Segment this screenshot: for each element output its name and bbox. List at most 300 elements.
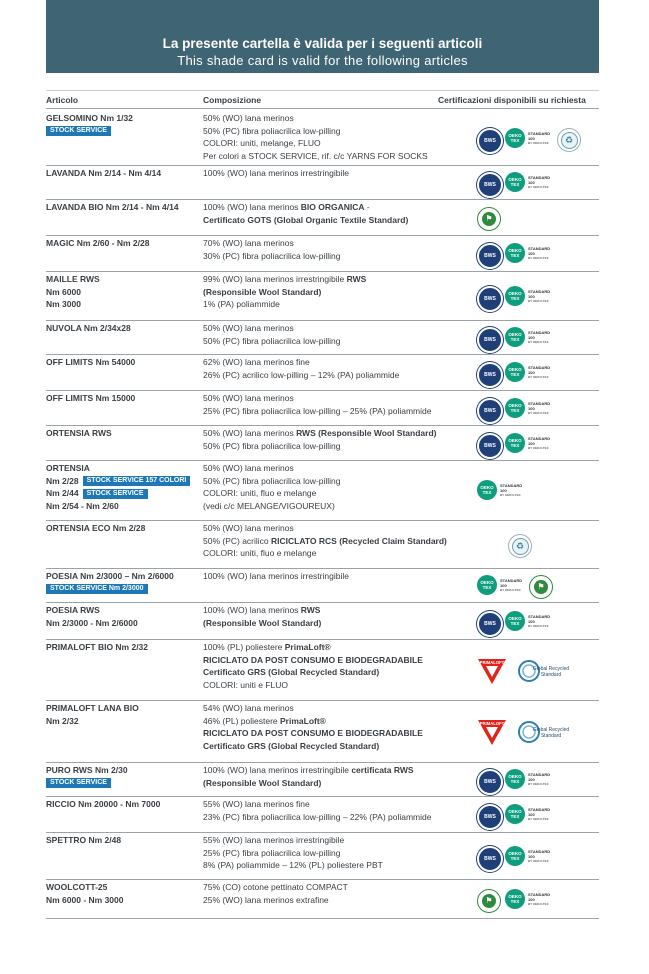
recycled-icon	[508, 534, 532, 558]
composition	[203, 273, 473, 311]
composition-line	[203, 427, 473, 440]
bws-icon	[477, 128, 503, 154]
divider	[46, 796, 599, 797]
title-italian: La presente cartella è valida per i seguenti articoli	[162, 36, 483, 51]
oeko-tex-logo: OEKO TEX	[505, 433, 525, 453]
composition-text: 100% (PL) poliestere	[203, 642, 285, 652]
composition-highlight: BIO ORGANICA	[300, 202, 365, 212]
oeko-tex-icon	[505, 362, 554, 382]
divider	[46, 568, 599, 569]
bws-label: BWS	[484, 182, 496, 188]
composition-text: 100% (WO) lana merinos	[203, 202, 301, 212]
table-row	[46, 881, 599, 918]
divider	[46, 199, 599, 200]
certifications	[476, 356, 599, 390]
certifications	[476, 702, 599, 762]
gots-icon	[477, 889, 501, 913]
composition-line: 25% (PC) fibra poliacrilica low-pilling – 25% (PA) poliammide	[203, 405, 432, 416]
stock-service-badge: STOCK SERVICE	[83, 489, 148, 499]
stock-service-badge: STOCK SERVICE 157 COLORI	[83, 476, 191, 486]
composition-text: -	[364, 202, 370, 212]
bws-icon	[477, 433, 503, 459]
certifications	[476, 322, 599, 354]
gots-logo: ⚑	[477, 889, 501, 913]
article-name	[46, 604, 196, 629]
composition	[203, 641, 473, 691]
certifications	[476, 881, 599, 918]
oeko-tex-icon	[477, 575, 526, 595]
composition-line: 26% (PC) acrilico low-pilling – 12% (PA) poliammide	[203, 369, 400, 380]
table-row	[46, 702, 599, 762]
composition	[203, 604, 473, 629]
title-english: This shade card is valid for the following articles	[177, 53, 468, 68]
bws-logo	[477, 804, 503, 830]
composition-line: 62% (WO) lana merinos fine	[203, 357, 310, 367]
article-text: OFF LIMITS Nm 54000	[46, 357, 136, 367]
article-text: POESIA RWS	[46, 605, 100, 615]
bws-label: BWS	[484, 814, 496, 820]
article-text: Nm 3000	[46, 299, 81, 309]
article-name	[46, 764, 196, 789]
article-line	[46, 462, 196, 475]
stock-service-badge: STOCK SERVICE	[46, 778, 111, 788]
composition-line	[203, 764, 473, 777]
bws-label: BWS	[484, 296, 496, 302]
composition-line	[203, 654, 473, 667]
svg-text:Global Recycled: Global Recycled	[532, 727, 570, 733]
divider	[46, 235, 599, 236]
composition-line	[203, 679, 473, 692]
composition-line: 50% (WO) lana merinos	[203, 393, 294, 403]
composition	[203, 764, 473, 789]
oeko-tex-icon	[505, 769, 554, 789]
article-name	[46, 641, 196, 654]
composition-line: COLORI: uniti, fluo e melange	[203, 488, 317, 498]
standard-100-label: STANDARD 100 BY OEKO-TEX	[528, 435, 551, 450]
composition-line: COLORI: uniti, melange, FLUO	[203, 138, 321, 148]
composition	[203, 356, 473, 381]
article-text: NUVOLA Nm 2/34x28	[46, 323, 131, 333]
divider	[46, 879, 599, 880]
article-name	[46, 798, 196, 811]
article-line	[46, 201, 196, 214]
bws-logo	[477, 243, 503, 269]
oeko-tex-icon	[505, 327, 554, 347]
article-line	[46, 777, 196, 790]
recycled-icon	[557, 128, 581, 152]
certifications	[476, 570, 599, 602]
oeko-tex-logo: OEKO TEX	[505, 327, 525, 347]
article-line	[46, 392, 196, 405]
standard-100-label: STANDARD 100 BY OEKO-TEX	[528, 771, 551, 786]
table-row	[46, 237, 599, 271]
article-line	[46, 583, 196, 596]
composition-line	[203, 702, 473, 715]
article-line	[46, 475, 196, 488]
oeko-tex-icon	[505, 128, 554, 148]
article-text: Nm 2/44	[46, 488, 79, 499]
divider	[46, 832, 599, 833]
composition-text: 54% (WO) lana merinos	[203, 703, 294, 713]
composition-line	[203, 214, 473, 227]
article-text: ORTENSIA ECO Nm 2/28	[46, 523, 146, 533]
bws-logo	[477, 769, 503, 795]
composition-line: 100% (WO) lana merinos irrestringibile	[203, 571, 349, 581]
composition-highlight: RICICLATO RCS (Recycled Claim Standard)	[271, 535, 447, 546]
article-line	[46, 286, 196, 299]
divider	[46, 390, 599, 391]
composition-line	[203, 740, 473, 753]
divider	[46, 602, 599, 603]
oeko-tex-logo: OEKO TEX	[505, 398, 525, 418]
oeko-tex-icon	[505, 611, 554, 631]
divider	[46, 700, 599, 701]
composition-highlight: Certificato GOTS (Global Organic Textile Standard)	[203, 214, 409, 225]
article-name	[46, 356, 196, 369]
composition-highlight: RWS	[300, 605, 321, 615]
composition	[203, 167, 473, 180]
article-text: LAVANDA Nm 2/14 - Nm 4/14	[46, 168, 162, 178]
composition-line: 8% (PA) poliammide – 12% (PL) poliestere PBT	[203, 860, 383, 870]
composition-highlight: RICICLATO DA POST CONSUMO E BIODEGRADABILE	[203, 654, 423, 665]
standard-100-label: STANDARD 100 BY OEKO-TEX	[528, 613, 551, 628]
column-header-composizione: Composizione	[203, 95, 262, 105]
divider	[46, 520, 599, 521]
composition-line: 50% (PC) fibra poliacrilica low-pilling	[203, 335, 341, 346]
article-name	[46, 881, 196, 906]
recycled-logo: ♻	[557, 128, 581, 152]
standard-100-label: STANDARD 100 BY OEKO-TEX	[528, 174, 551, 189]
composition-text: 99% (WO) lana merinos irrestringibile	[203, 274, 347, 284]
table-row	[46, 798, 599, 832]
article-line	[46, 798, 196, 811]
article-line	[46, 298, 196, 311]
composition	[203, 427, 473, 452]
certifications	[476, 273, 599, 320]
composition-line	[203, 201, 473, 214]
article-text: RICCIO Nm 20000 - Nm 7000	[46, 799, 161, 809]
divider	[46, 425, 599, 426]
bws-icon	[477, 243, 503, 269]
composition-line: 50% (PC) fibra poliacrilica low-pilling	[203, 475, 341, 486]
oeko-tex-logo: OEKO TEX	[505, 243, 525, 263]
composition-line: 55% (WO) lana merinos irrestringibile	[203, 835, 345, 845]
composition	[203, 522, 473, 560]
table-row	[46, 201, 599, 235]
primaloft-icon	[477, 718, 507, 751]
composition-line	[203, 715, 473, 728]
standard-100-label: STANDARD 100 BY OEKO-TEX	[528, 400, 551, 415]
oeko-tex-logo: OEKO TEX	[505, 362, 525, 382]
svg-text:Standard: Standard	[540, 733, 562, 739]
bws-label: BWS	[484, 856, 496, 862]
oeko-tex-icon	[505, 286, 554, 306]
composition-line: 23% (PC) fibra poliacrilica low-pilling – 22% (PA) poliammide	[203, 811, 432, 822]
bws-label: BWS	[484, 337, 496, 343]
gots-logo: ⚑	[529, 575, 553, 599]
composition-line	[203, 604, 473, 617]
table-row	[46, 604, 599, 639]
table-row	[46, 641, 599, 700]
composition-highlight: Certificato GRS (Global Recycled Standard)	[203, 667, 380, 677]
article-line	[46, 356, 196, 369]
composition-line	[203, 547, 473, 560]
gots-icon	[477, 207, 501, 231]
bws-icon	[477, 769, 503, 795]
composition-highlight: Certificato GRS (Global Recycled Standard)	[203, 740, 380, 751]
article-text: OFF LIMITS Nm 15000	[46, 393, 136, 403]
article-line	[46, 764, 196, 777]
composition-highlight: PrimaLoft®	[284, 642, 331, 652]
article-name	[46, 273, 196, 311]
gots-logo: ⚑	[477, 207, 501, 231]
bws-icon	[477, 172, 503, 198]
divider	[46, 460, 599, 461]
oeko-tex-icon	[505, 433, 554, 453]
table-row	[46, 764, 599, 796]
certifications	[476, 112, 599, 165]
article-text: WOOLCOTT-25	[46, 882, 108, 892]
composition-line: 75% (CO) cotone pettinato COMPACT	[203, 882, 348, 892]
standard-100-label: STANDARD 100 BY OEKO-TEX	[528, 288, 551, 303]
certifications	[476, 167, 599, 199]
article-line	[46, 500, 196, 513]
article-line	[46, 834, 196, 847]
composition-line: 25% (PC) fibra poliacrilica low-pilling	[203, 847, 341, 858]
stock-service-badge: STOCK SERVICE	[46, 126, 111, 136]
article-line	[46, 427, 196, 440]
article-text: POESIA Nm 2/3000 – Nm 2/6000	[46, 571, 174, 581]
article-name	[46, 237, 196, 250]
article-name	[46, 201, 196, 214]
svg-text:Global Recycled: Global Recycled	[532, 666, 570, 672]
bws-icon	[477, 362, 503, 388]
article-line	[46, 322, 196, 335]
composition-line: 100% (WO) lana merinos irrestringibile	[203, 168, 349, 178]
composition-line: 30% (PC) fibra poliacrilica low-pilling	[203, 250, 341, 261]
certifications	[476, 798, 599, 832]
standard-100-label: STANDARD 100 BY OEKO-TEX	[528, 848, 551, 863]
column-header-certificazioni: Certificazioni disponibili su richiesta	[438, 95, 586, 105]
certifications	[476, 604, 599, 639]
composition-line: 70% (WO) lana merinos	[203, 238, 294, 248]
composition-line	[203, 522, 473, 535]
column-header-articolo: Articolo	[46, 95, 79, 105]
bws-logo	[477, 128, 503, 154]
composition-highlight: (Responsible Wool Standard)	[203, 286, 322, 297]
composition	[203, 462, 473, 512]
standard-100-label: STANDARD 100 BY OEKO-TEX	[528, 245, 551, 260]
composition-text: 100% (WO) lana merinos irrestringibile	[203, 765, 352, 775]
composition-line: 50% (WO) lana merinos	[203, 113, 294, 123]
article-name	[46, 522, 196, 535]
oeko-tex-icon	[505, 398, 554, 418]
composition	[203, 201, 473, 226]
composition-text: 50% (PC) fibra poliacrilica low-pilling	[203, 440, 341, 451]
certifications	[476, 201, 599, 235]
article-line	[46, 112, 196, 125]
standard-100-label: STANDARD 100 BY OEKO-TEX	[528, 364, 551, 379]
oeko-tex-logo: OEKO TEX	[477, 480, 497, 500]
article-text: GELSOMINO Nm 1/32	[46, 113, 133, 123]
composition-line	[203, 298, 473, 311]
oeko-tex-logo: OEKO TEX	[505, 846, 525, 866]
table-row	[46, 834, 599, 879]
composition-text: 1% (PA) poliammide	[203, 299, 280, 309]
composition-line	[203, 440, 473, 453]
composition-line: 50% (WO) lana merinos	[203, 463, 294, 473]
certifications	[476, 427, 599, 460]
divider	[46, 90, 599, 91]
certifications	[476, 462, 599, 520]
bws-label: BWS	[484, 408, 496, 414]
article-text: ORTENSIA RWS	[46, 428, 112, 438]
standard-100-label: STANDARD 100 BY OEKO-TEX	[500, 577, 523, 592]
composition	[203, 881, 473, 906]
recycled-logo: ♻	[508, 534, 532, 558]
composition-line	[203, 641, 473, 654]
certifications	[476, 237, 599, 271]
bws-icon	[477, 327, 503, 353]
divider	[46, 271, 599, 272]
composition	[203, 237, 473, 262]
bws-icon	[477, 611, 503, 637]
composition-text: COLORI: uniti, fluo e melange	[203, 548, 317, 558]
article-text: Nm 2/3000 - Nm 2/6000	[46, 617, 138, 628]
article-line	[46, 702, 196, 715]
bws-label: BWS	[484, 372, 496, 378]
oeko-tex-icon	[505, 846, 554, 866]
composition-text: 100% (WO) lana merinos	[203, 605, 301, 615]
table-row	[46, 322, 599, 354]
article-line	[46, 604, 196, 617]
bws-icon	[477, 804, 503, 830]
stock-service-badge: STOCK SERVICE Nm 2/3000	[46, 584, 148, 594]
bws-logo	[477, 286, 503, 312]
article-text: PRIMALOFT LANA BIO	[46, 703, 139, 713]
certifications	[476, 764, 599, 796]
oeko-tex-logo: OEKO TEX	[505, 769, 525, 789]
article-line	[46, 617, 196, 630]
divider	[46, 165, 599, 166]
composition-text: COLORI: uniti e FLUO	[203, 679, 289, 690]
oeko-tex-logo: OEKO TEX	[505, 172, 525, 192]
bws-label: BWS	[484, 443, 496, 449]
composition-highlight: (Responsible Wool Standard)	[203, 617, 322, 628]
article-text: Nm 6000 - Nm 3000	[46, 894, 124, 905]
oeko-tex-icon	[505, 889, 554, 909]
composition-highlight: RWS	[346, 274, 367, 284]
article-line	[46, 125, 196, 138]
table-row	[46, 392, 599, 425]
table-row	[46, 356, 599, 390]
article-line	[46, 715, 196, 728]
table-row	[46, 522, 599, 568]
article-line	[46, 237, 196, 250]
bws-logo	[477, 327, 503, 353]
oeko-tex-icon	[505, 804, 554, 824]
oeko-tex-logo: OEKO TEX	[477, 575, 497, 595]
article-name	[46, 427, 196, 440]
article-line	[46, 570, 196, 583]
composition-text: 46% (PL) poliestere	[203, 715, 281, 726]
divider	[46, 354, 599, 355]
article-text: SPETTRO Nm 2/48	[46, 835, 122, 845]
composition-line	[203, 727, 473, 740]
article-name	[46, 167, 196, 180]
article-line	[46, 894, 196, 907]
composition-line: 55% (WO) lana merinos fine	[203, 799, 310, 809]
composition-line	[203, 777, 473, 790]
gots-icon	[529, 575, 553, 599]
oeko-tex-icon	[477, 480, 526, 500]
table-row	[46, 570, 599, 602]
bws-icon	[477, 846, 503, 872]
article-name	[46, 392, 196, 405]
composition-line: 25% (WO) lana merinos extrafine	[203, 894, 329, 905]
certifications	[476, 522, 599, 568]
oeko-tex-logo: OEKO TEX	[505, 611, 525, 631]
composition-highlight: PrimaLoft®	[280, 715, 326, 726]
composition-highlight: certificata RWS	[351, 765, 414, 775]
oeko-tex-logo: OEKO TEX	[505, 286, 525, 306]
standard-100-label: STANDARD 100 BY OEKO-TEX	[528, 130, 551, 145]
article-text: Nm 2/32	[46, 715, 79, 726]
article-name	[46, 322, 196, 335]
title-banner	[46, 0, 599, 73]
composition-text: 50% (PC) acrilico	[203, 535, 272, 546]
article-text: Nm 6000	[46, 286, 81, 297]
composition-highlight: RICICLATO DA POST CONSUMO E BIODEGRADABILE	[203, 728, 423, 738]
standard-100-label: STANDARD 100 BY OEKO-TEX	[500, 482, 523, 497]
composition-line	[203, 617, 473, 630]
certifications	[476, 392, 599, 425]
composition-line: 50% (PC) fibra poliacrilica low-pilling	[203, 125, 341, 136]
composition	[203, 834, 473, 872]
bws-label: BWS	[484, 779, 496, 785]
bws-logo	[477, 433, 503, 459]
certifications	[476, 641, 599, 700]
article-name	[46, 702, 196, 727]
composition-line	[203, 666, 473, 679]
bws-logo	[477, 398, 503, 424]
bws-logo	[477, 172, 503, 198]
table-row	[46, 427, 599, 460]
composition-text: 50% (WO) lana merinos	[203, 523, 294, 533]
article-name	[46, 462, 196, 513]
composition-highlight: (Responsible Wool Standard)	[203, 777, 322, 788]
bws-icon	[477, 398, 503, 424]
divider	[46, 108, 599, 109]
composition	[203, 112, 473, 162]
composition-line	[203, 286, 473, 299]
article-text: MAILLE RWS	[46, 274, 100, 284]
oeko-tex-logo: OEKO TEX	[505, 128, 525, 148]
article-line	[46, 881, 196, 894]
svg-text:Standard: Standard	[540, 672, 562, 678]
bws-logo	[477, 611, 503, 637]
bws-label: BWS	[484, 138, 496, 144]
composition	[203, 702, 473, 752]
article-text: Nm 2/54 - Nm 2/60	[46, 501, 119, 511]
divider	[46, 320, 599, 321]
article-name	[46, 834, 196, 847]
divider	[46, 762, 599, 763]
divider	[46, 918, 599, 919]
svg-text:PRIMALOFT: PRIMALOFT	[479, 660, 505, 665]
table-row	[46, 112, 599, 165]
article-line	[46, 522, 196, 535]
